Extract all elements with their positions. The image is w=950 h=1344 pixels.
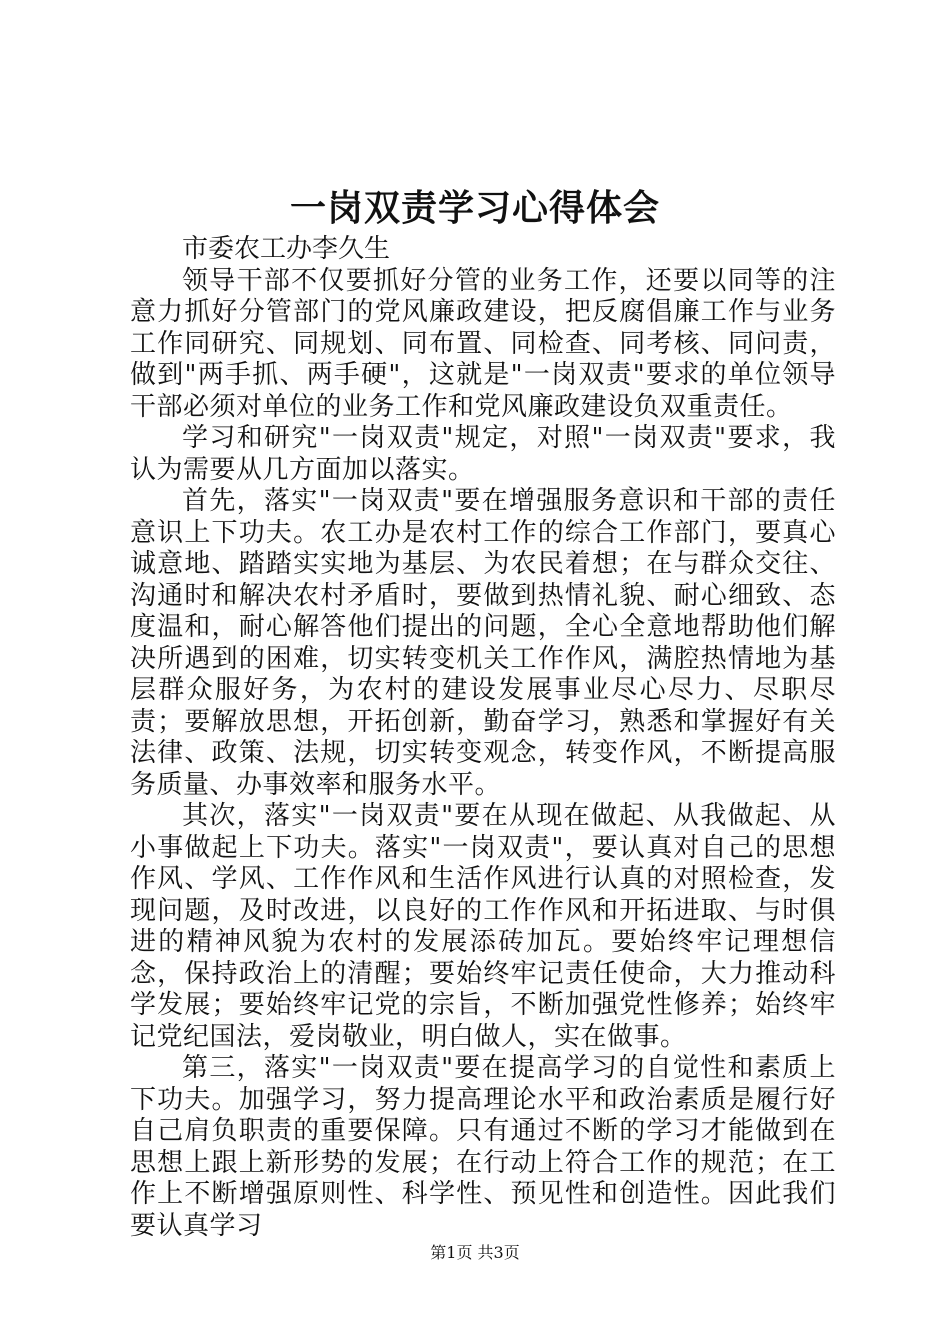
paragraph-4: 其次，落实"一岗双责"要在从现在做起、从我做起、从小事做起上下功夫。落实"一岗双责"，要认真对自己的思想作风、学风、工作作风和生活作风进行认真的对照检查，发现问题，及时改进，以良好的工作作风和开拓进取、与时俱进的精神风貌为农村的发展添砖加瓦。要始终牢记理想信念，保持政治上的清醒；要始终牢记责任使命，大力推动科学发展；要始终牢记党的宗旨，不断加强党性修养；始终牢记党纪国法，爱岗敬业，明白做人，实在做事。 (130, 801, 836, 1052)
document-title: 一岗双责学习心得体会 (289, 187, 660, 229)
paragraph-2: 学习和研究"一岗双责"规定，对照"一岗双责"要求，我认为需要从几方面加以落实。 (130, 423, 836, 485)
paragraph-1: 领导干部不仅要抓好分管的业务工作，还要以同等的注意力抓好分管部门的党风廉政建设，把反腐倡廉工作与业务工作同研究、同规划、同布置、同检查、同考核、同问责，做到"两手抓、两手硬"，这就是"一岗双责"要求的单位领导干部必须对单位的业务工作和党风廉政建设负双重责任。 (130, 265, 836, 422)
document-body (130, 234, 836, 1242)
paragraph-3: 首先，落实"一岗双责"要在增强服务意识和干部的责任意识上下功夫。农工办是农村工作的综合工作部门，要真心诚意地、踏踏实实地为基层、为农民着想；在与群众交往、沟通时和解决农村矛盾时，要做到热情礼貌、耐心细致、态度温和，耐心解答他们提出的问题，全心全意地帮助他们解决所遇到的困难，切实转变机关工作作风，满腔热情地为基层群众服好务，为农村的建设发展事业尽心尽力、尽职尽责；要解放思想，开拓创新，勤奋学习，熟悉和掌握好有关法律、政策、法规，切实转变观念，转变作风，不断提高服务质量、办事效率和服务水平。 (130, 486, 836, 800)
page-footer: 第1页 共3页 (430, 1243, 520, 1262)
author-line: 市委农工办李久生 (182, 234, 391, 264)
paragraph-5: 第三，落实"一岗双责"要在提高学习的自觉性和素质上下功夫。加强学习，努力提高理论水平和政治素质是履行好自己肩负职责的重要保障。只有通过不断的学习才能做到在思想上跟上新形势的发展；在行动上符合工作的规范；在工作上不断增强原则性、科学性、预见性和创造性。因此我们要认真学习 (130, 1053, 836, 1241)
